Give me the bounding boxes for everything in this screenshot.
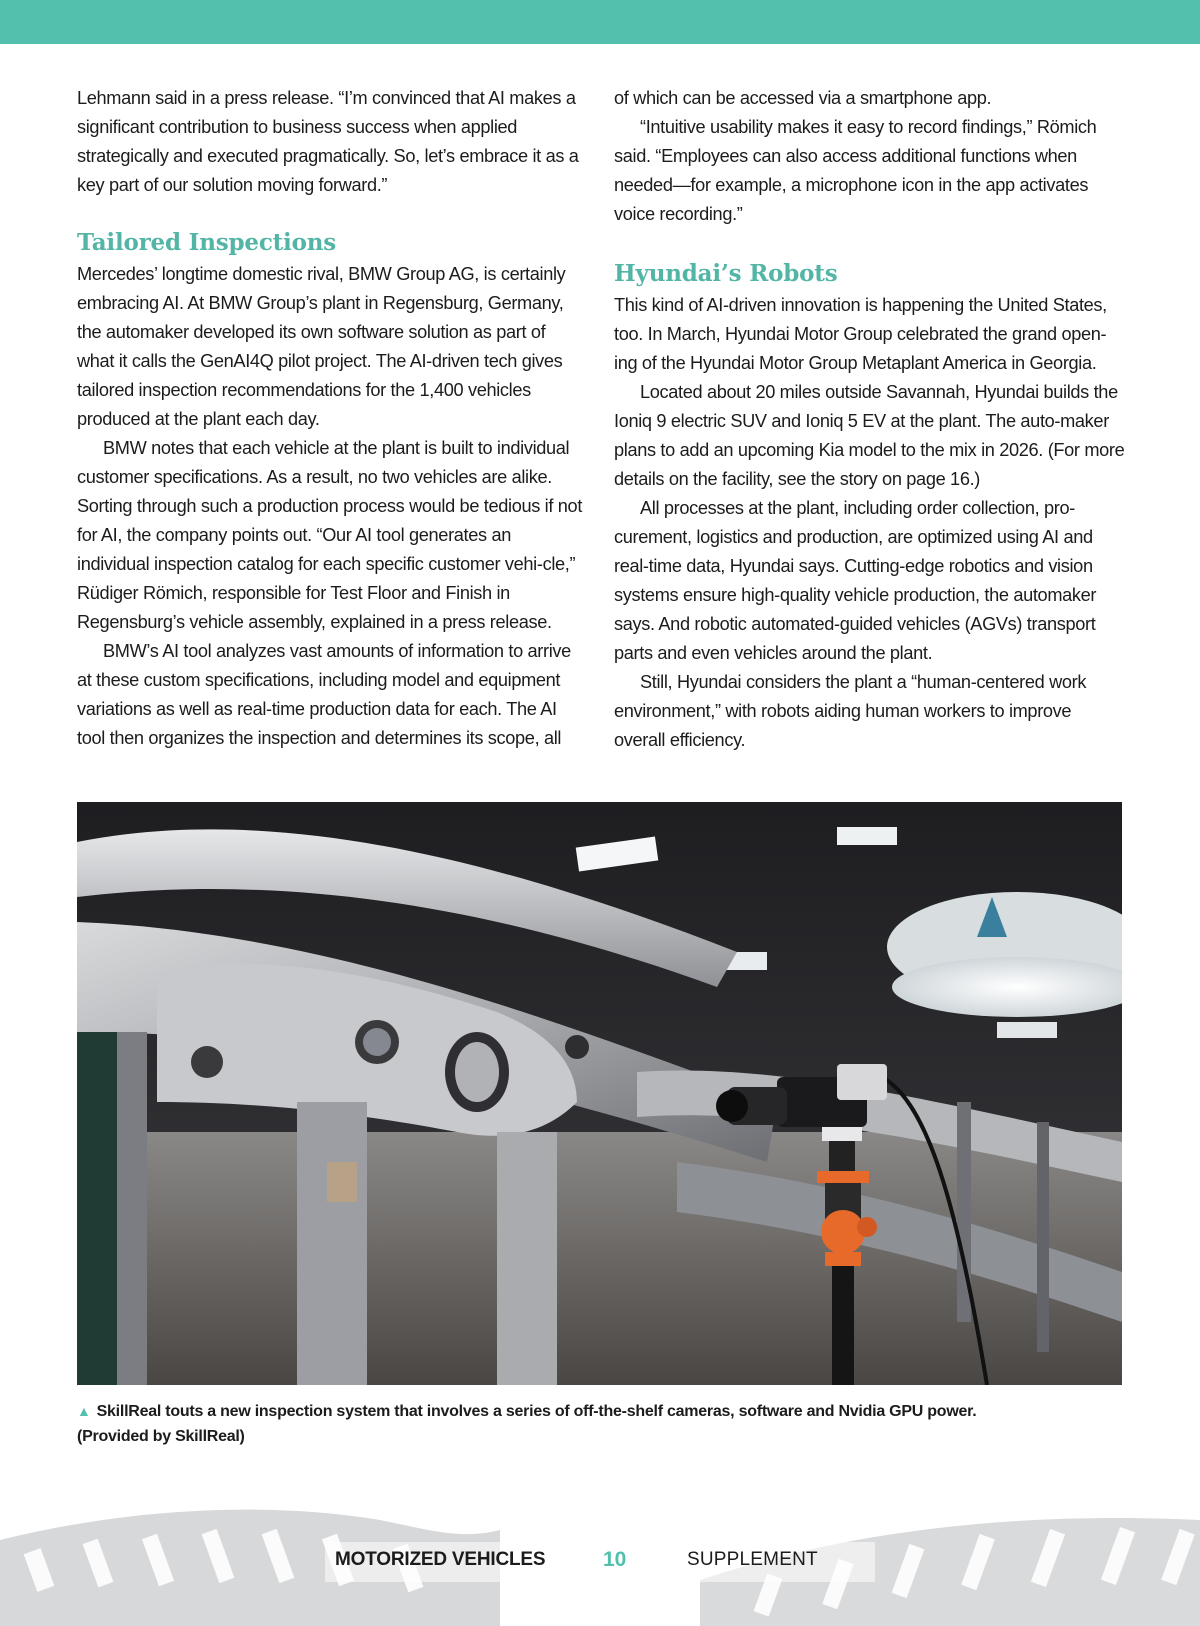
footer-publication: MOTORIZED VEHICLES bbox=[335, 1549, 546, 1570]
paragraph: Still, Hyundai considers the plant a “human-centered work environment,” with robots aiding human workers to improve overall efficiency. bbox=[614, 672, 1087, 750]
paragraph: “Intuitive usability makes it easy to record findings,” Römich said. “Employees can also access additional functions when needed—for example, a microphone icon in the app activates voice recording.” bbox=[614, 117, 1097, 224]
section-heading: Hyundai’s Robots bbox=[614, 260, 838, 287]
footer-section: SUPPLEMENT bbox=[687, 1549, 818, 1570]
footer-folio bbox=[0, 1549, 1200, 1575]
paragraph: of which can be accessed via a smartphone app. bbox=[614, 88, 992, 108]
paragraph: All processes at the plant, including order collection, pro-curement, logistics and production, are optimized using AI and real-time data, Hyundai says. Cutting-edge robotics and vision systems ensure high-quality vehicle production, the automaker says. And robotic automated-guided vehicles (AGVs) transport parts and even vehicles around the plant. bbox=[614, 498, 1097, 663]
paragraph: BMW notes that each vehicle at the plant is built to individual customer specifications. As a result, no two vehicles are alike. Sorting through such a production process would be tedious if not for AI, the company points out. “Our AI tool generates an individual inspection catalog for each specific customer vehi-cle,” Rüdiger Römich, responsible for Test Floor and Finish in Regensburg’s vehicle assembly, explained in a press release. bbox=[77, 438, 583, 632]
paragraph: Located about 20 miles outside Savannah, Hyundai builds the Ioniq 9 electric SUV and Ioniq 5 EV at the plant. The auto-maker plans to add an upcoming Kia model to the mix in 2026. (For more details on the facility, see the story on page 16.) bbox=[614, 382, 1125, 489]
left-column bbox=[77, 84, 587, 753]
paragraph: Mercedes’ longtime domestic rival, BMW Group AG, is certainly embracing AI. At BMW Group’s plant in Regensburg, Germany, the automaker developed its own software solution as part of what it calls the GenAI4Q pilot project. The AI-driven tech gives tailored inspection recommendations for the 1,400 vehicles produced at the plant each day. bbox=[77, 264, 566, 429]
paragraph: This kind of AI-driven innovation is happening the United States, too. In March, Hyundai Motor Group celebrated the grand open-ing of the Hyundai Motor Group Metaplant America in Georgia. bbox=[614, 295, 1107, 373]
section-heading: Tailored Inspections bbox=[77, 229, 336, 256]
paragraph: BMW’s AI tool analyzes vast amounts of information to arrive at these custom specifications, including model and equipment variations as well as real-time production data for each. The AI tool then organizes the inspection and determines its scope, all bbox=[77, 641, 571, 748]
caption-credit: (Provided by SkillReal) bbox=[77, 1428, 245, 1445]
caption-text: SkillReal touts a new inspection system that involves a series of off-the-shelf cameras, software and Nvidia GPU power. bbox=[96, 1403, 977, 1420]
paragraph: Lehmann said in a press release. “I’m convinced that AI makes a significant contribution to business success when applied strategically and executed pragmatically. So, let’s embrace it as a key part of our solution moving forward.” bbox=[77, 88, 579, 195]
photo-caption bbox=[77, 1399, 1127, 1449]
top-accent-bar bbox=[0, 0, 1200, 44]
triangle-up-icon: ▲ bbox=[77, 1403, 91, 1419]
page-number: 10 bbox=[603, 1548, 627, 1571]
right-column bbox=[614, 84, 1126, 755]
factory-inspection-photo bbox=[77, 802, 1122, 1385]
